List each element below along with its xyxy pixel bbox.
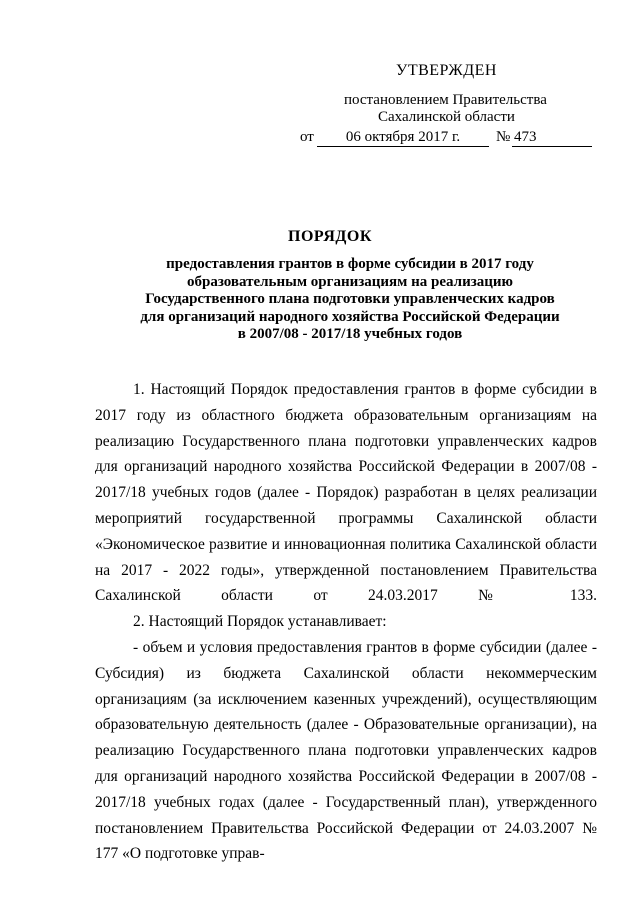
approval-line-1: постановлением Правительства bbox=[344, 92, 547, 108]
paragraph-2: 2. Настоящий Порядок устанавливает: bbox=[133, 613, 387, 631]
paragraph-1: 1. Настоящий Порядок предоставления грантов в форме субсидии в 2017 году из областного бюджета образовательным организациям на реализацию Государственного плана подготовки управленческих кадров для организаций народного хозяйства Российской Федерации в 2007/08 - 2017/18 учебных годов (далее - Порядок) разработан в целях реализации мероприятий государственной программы Сахалинской области «Экономическое развитие и инновационная политика Сахалинской области на 2017 - 2022 годы», утвержденной постановлением Правительства Сахалинской области от 24.03.2017 № 133. bbox=[95, 381, 597, 605]
document-body bbox=[95, 377, 597, 867]
approval-date: 06 октября 2017 г. bbox=[317, 129, 489, 147]
approval-date-line bbox=[300, 129, 600, 149]
paragraph-3: - объем и условия предоставления грантов в форме субсидии (далее - Субсидия) из бюджета Сахалинской области некоммерческим организациям (за исключением казенных учреждений), осуществляющим образовательную деятельность (далее - Образовательные организации), на реализацию Государственного плана подготовки управленческих кадров для организаций народного хозяйства Российской Федерации в 2007/08 - 2017/18 учебных годах (далее - Государственный план), утвержденного постановлением Правительства Российской Федерации от 24.03.2007 № 177 «О подготовке управ- bbox=[95, 638, 597, 863]
number-prefix: № bbox=[496, 129, 511, 145]
approval-title: УТВЕРЖДЕН bbox=[396, 62, 497, 79]
document-subtitle: предоставления грантов в форме субсидии в 2017 году образовательным организациям на реализацию Государственного плана подготовки управленческих кадров для организаций народного хозяйства Российской Федерации в 2007/08 - 2017/18 учебных годов bbox=[140, 256, 560, 342]
approval-number: 473 bbox=[512, 129, 592, 147]
approval-line-2: Сахалинской области bbox=[378, 109, 515, 125]
document-title: ПОРЯДОК bbox=[288, 228, 372, 245]
date-prefix: от bbox=[300, 129, 314, 145]
